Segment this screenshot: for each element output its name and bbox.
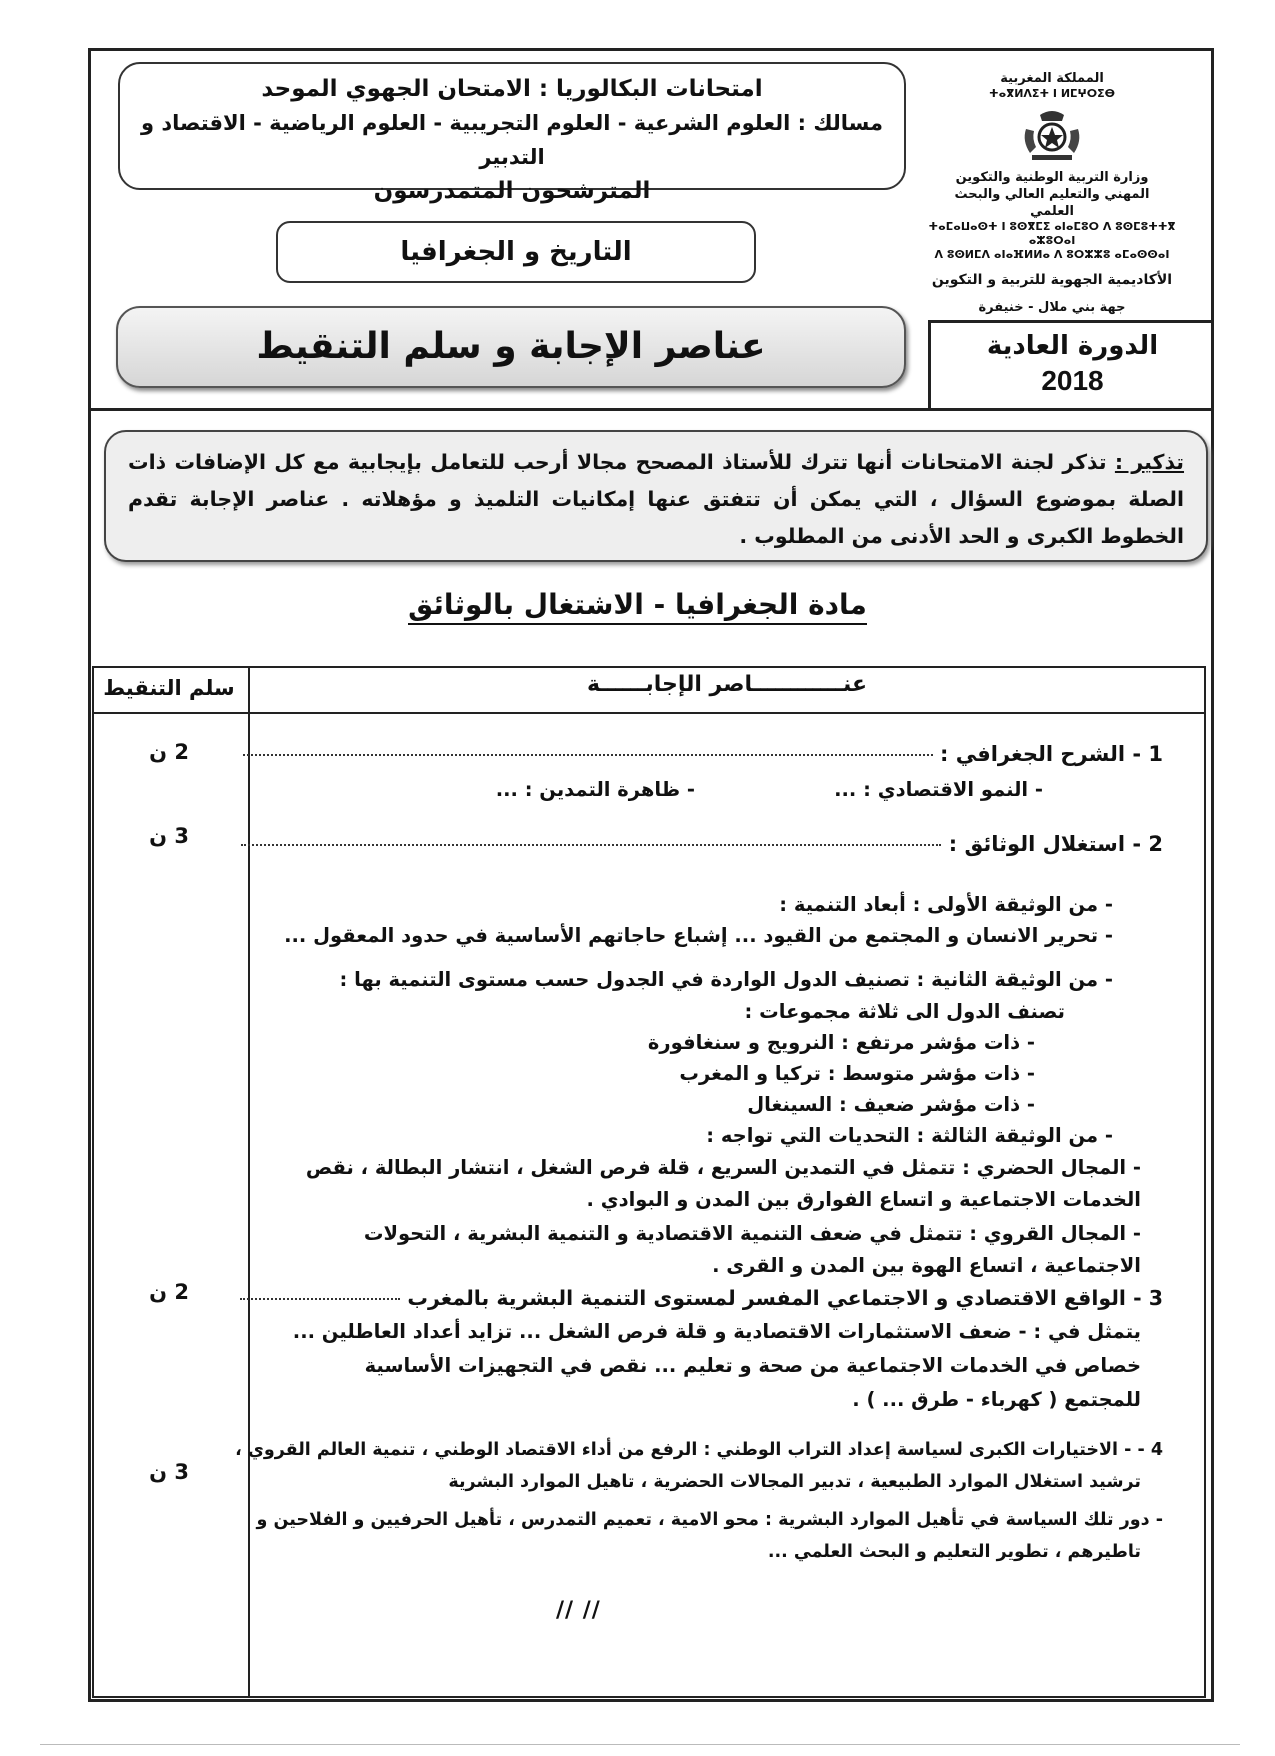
exam-title: امتحانات البكالوريا : الامتحان الجهوي الموحد xyxy=(261,76,763,102)
answers-column-header: عنــــــــــــاصر الإجابــــــة xyxy=(586,672,867,697)
doc3-urban-1: - المجال الحضري : تتمثل في التمدين السريع ، قلة فرص الشغل ، انتشار البطالة ، نقص xyxy=(305,1156,1141,1179)
coat-of-arms-icon xyxy=(1020,107,1084,163)
q3-line-3: للمجتمع ( كهرباء - طرق ... ) . xyxy=(852,1388,1141,1411)
exam-candidates: المترشحون المتمدرسون xyxy=(373,178,651,204)
kingdom-name-tifinagh: ⵜⴰⴳⵍⴷⵉⵜ ⵏ ⵍⵎⵖⵔⵉⴱ xyxy=(988,87,1115,100)
q4-line-3: - دور تلك السياسة في تأهيل الموارد البشرية : محو الامية ، تعميم التمدرس ، تأهيل الحرفيين و الفلاحين و xyxy=(256,1510,1163,1530)
doc2-high: - ذات مؤشر مرتفع : النرويج و سنغافورة xyxy=(647,1031,1035,1054)
dotted-leader xyxy=(243,754,933,756)
doc2-intro: تصنف الدول الى ثلاثة مجموعات : xyxy=(744,1000,1065,1023)
ministry-name: وزارة التربية الوطنية والتكوين المهني والتعليم العالي والبحث العلمي xyxy=(954,170,1150,219)
session-name: الدورة العادية xyxy=(986,331,1159,361)
score-q1: 2 ن xyxy=(149,740,189,764)
section-title: مادة الجغرافيا - الاشتغال بالوثائق xyxy=(0,588,1275,621)
q1-heading: 1 - الشرح الجغرافي : xyxy=(243,742,1163,766)
doc3-urban-2: الخدمات الاجتماعية و اتساع الفوارق بين المدن و البوادي . xyxy=(586,1188,1141,1211)
scan-edge-line xyxy=(40,1744,1240,1745)
q4-line-1: 4 - - الاختيارات الكبرى لسياسة إعداد التراب الوطني : الرفع من أداء الاقتصاد الوطني ، تنمية العالم القروي ، xyxy=(235,1440,1163,1460)
q2-heading: 2 - استغلال الوثائق : xyxy=(241,832,1163,856)
doc2-title: - من الوثيقة الثانية : تصنيف الدول الواردة في الجدول حسب مستوى التنمية بها : xyxy=(339,968,1113,991)
exam-title-box xyxy=(118,62,906,204)
q1-item-urbanization: - ظاهرة التمدين : ... xyxy=(495,778,695,801)
region-name: جهة بني ملال - خنيفرة xyxy=(978,300,1126,315)
doc2-mid: - ذات مؤشر متوسط : تركيا و المغرب xyxy=(679,1062,1035,1085)
reminder-text: تذكر لجنة الامتحانات أنها تترك للأستاذ المصحح مجالا أرحب للتعامل بإيجابية مع كل الإضافات ذات الصلة بموضوع السؤال ، التي يمكن أن تتفتق عنها إمكانيات التلميذ و مؤهلاته . عناصر الإجابة تقدم الخطوط الكبرى و الحد الأدنى من المطلوب . xyxy=(128,450,1184,548)
academy-name: الأكاديمية الجهوية للتربية و التكوين xyxy=(931,272,1173,288)
q4-line-2: ترشيد استغلال الموارد الطبيعية ، تدبير المجالات الحضرية ، تاهيل الموارد البشرية xyxy=(448,1472,1141,1492)
ministry-name-tifinagh-1: ⵜⴰⵎⴰⵡⴰⵙⵜ ⵏ ⵓⵙⴳⵎⵉ ⴰⵏⴰⵎⵓⵔ ⴷ ⵓⵙⵎⵓⵜⵜⴳ ⴰⵣⵓⵔⴰⵏ xyxy=(928,220,1176,247)
score-q3: 2 ن xyxy=(149,1280,189,1304)
score-q4: 3 ن xyxy=(149,1460,189,1484)
score-column-header: سلم التنقيط xyxy=(103,676,235,700)
table-header-divider xyxy=(94,712,1204,714)
score-q2: 3 ن xyxy=(149,824,189,848)
kingdom-name: المملكة المغربية xyxy=(1000,71,1104,86)
exam-tracks: مسالك : العلوم الشرعية - العلوم التجريبية - العلوم الرياضية - الاقتصاد و التدبير xyxy=(140,111,884,169)
doc2-low: - ذات مؤشر ضعيف : السينغال xyxy=(747,1093,1035,1116)
answers-banner: عناصر الإجابة و سلم التنقيط xyxy=(116,306,906,388)
q1-item-growth: - النمو الاقتصادي : ... xyxy=(834,778,1043,801)
doc3-rural-2: الاجتماعية ، اتساع الهوة بين المدن و القرى . xyxy=(712,1254,1141,1277)
end-mark: // // xyxy=(556,1598,601,1623)
dotted-leader xyxy=(240,1298,400,1300)
ministry-name-tifinagh-2: ⴷ ⵓⵙⵍⵎⴷ ⴰⵏⴰⴼⵍⵍⴰ ⴷ ⵓⵔⵣⵣⵓ ⴰⵎⴰⵙⵙⴰⵏ xyxy=(934,248,1170,261)
doc3-title: - من الوثيقة الثالثة : التحديات التي تواجه : xyxy=(706,1124,1113,1147)
ministry-header xyxy=(928,70,1176,316)
q4-line-4: تاطيرهم ، تطوير التعليم و البحث العلمي ... xyxy=(767,1542,1141,1562)
session-box xyxy=(928,320,1214,410)
q3-heading: 3 - الواقع الاقتصادي و الاجتماعي المفسر لمستوى التنمية البشرية بالمغرب xyxy=(240,1286,1163,1310)
q3-line-2: خصاص في الخدمات الاجتماعية من صحة و تعليم ... نقص في التجهيزات الأساسية xyxy=(364,1354,1141,1377)
doc1-text: - تحرير الانسان و المجتمع من القيود ... إشباع حاجاتهم الأساسية في حدود المعقول ... xyxy=(284,924,1113,947)
q3-line-1: يتمثل في : - ضعف الاستثمارات الاقتصادية و قلة فرص الشغل ... تزايد أعداد العاطلين ... xyxy=(292,1320,1141,1343)
reminder-box xyxy=(104,430,1208,562)
reminder-label: تذكير : xyxy=(1114,450,1185,474)
subject-box: التاريخ و الجغرافيا xyxy=(276,221,756,283)
session-year: 2018 xyxy=(1041,365,1104,396)
dotted-leader xyxy=(241,844,941,846)
table-column-divider xyxy=(248,668,250,1696)
doc3-rural-1: - المجال القروي : تتمثل في ضعف التنمية الاقتصادية و التنمية البشرية ، التحولات xyxy=(363,1222,1141,1245)
doc1-title: - من الوثيقة الأولى : أبعاد التنمية : xyxy=(779,893,1113,916)
